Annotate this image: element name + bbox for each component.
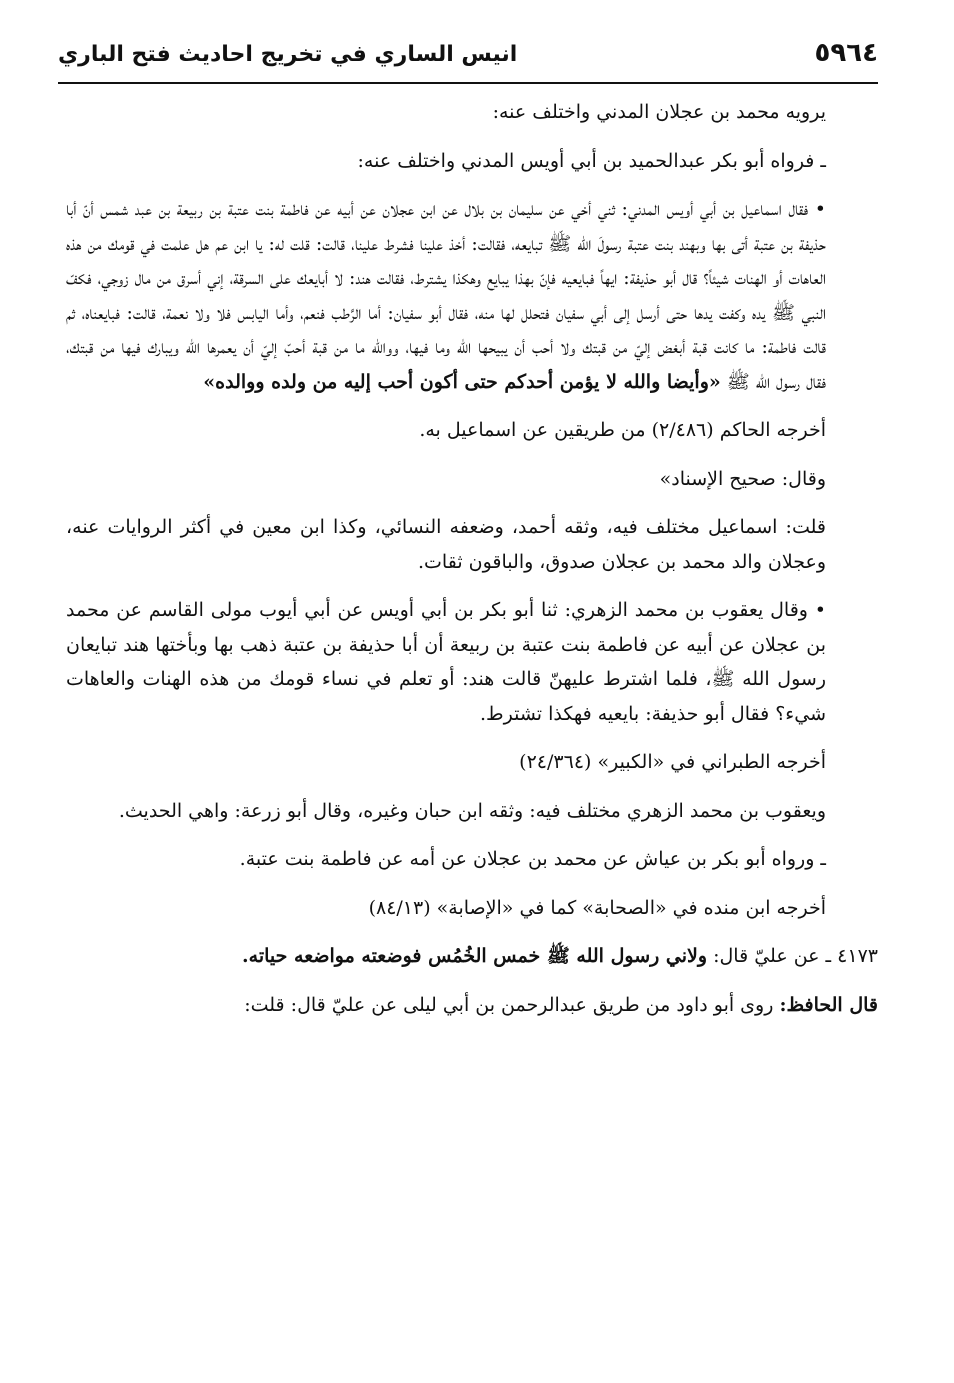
commentator-label: قال الحافظ: [779, 993, 878, 1016]
commentary-text: روى أبو داود من طريق عبدالرحمن بن أبي ليلى عن عليّ قال: قلت: [244, 993, 774, 1016]
page-number: ٥٩٦٤ [814, 38, 878, 68]
page-body [66, 95, 878, 1036]
paragraph: قلت: اسماعيل مختلف فيه، وثقه أحمد، وضعفه النسائي، وكذا ابن معين في أكثر الروايات عنه، وعجلان والد محمد بن عجلان صدوق، والباقون ثقات. [66, 516, 826, 573]
page-header [58, 36, 878, 80]
citation: أخرجه الحاكم (٢/٤٨٦) من طريقين عن اسماعيل به. [419, 419, 826, 441]
paragraph: يرويه محمد بن عجلان المدني واختلف عنه: [492, 101, 826, 123]
hadith-text: ولاني رسول الله ﷺ خمس الخُمُس فوضعته مواضعه حياته. [242, 945, 708, 967]
narration-text: • فقال اسماعيل بن أبي أويس المدني: ثني أخي عن سليمان بن بلال عن ابن عجلان عن أبيه عن فاطمة بنت عتبة بن ربيعة بن عبد شمس أنّ أبا حذيفة بن عتبة أتى بها وبهند بنت عتبة رسولَ الله ﷺ تبايعه، فقالت: أخذ علينا فشرط علينا، قالت: قلت له: يا ابن عم هل علمت في قومك من هذه العاهات أو الهنات شيئاً؟ قال أبو حذيفة: ايهاً فبايعيه فإنّ بهذا يبايع وهكذا يشترط، فقالت هند: لا أبايعك على السرقة، إني أسرق من مال زوجي، فكفّ النبي ﷺ يده وكفت يدها حتى أرسل إلى أبي سفيان فتحلل لها منه، فقال أبو سفيان: أما الرَّطب فنعم، وأما اليابس فلا ولا نعمة، قالت: فبايعناه، ثم قالت فاطمة: ما كانت قبة أبغض إليّ من قبتك ولا أحب أن يبيحها الله وما فيها، ووالله ما من قبة أحبّ إليّ أن يعمرها الله ويبارك فيها من قبتك، فقال رسول الله ﷺ [66, 198, 826, 393]
prophetic-saying: «وأيضا والله لا يؤمن أحدكم حتى أكون أحب إليه من ولده ووالده» [203, 370, 721, 393]
running-title: انيس الساري في تخريج احاديث فتح الباري [58, 42, 518, 67]
commentary [66, 988, 878, 1023]
paragraph: ويعقوب بن محمد الزهري مختلف فيه: وثقه ابن حبان وغيره، وقال أبو زرعة: واهي الحديث. [118, 799, 826, 822]
hadith-narration: • وقال يعقوب بن محمد الزهري: ثنا أبو بكر بن أبي أويس عن أبي أيوب مولى القاسم عن محمد بن عجلان عن أبيه عن فاطمة بنت عتبة بن ربيعة أن أبا حذيفة بن عتبة ذهب بها وبأختها هند تبايعان رسول الله ﷺ، فلما اشترط عليهنّ قالت هند: أو تعلم في نساء قومك من هذه الهنات والعاهات شيء؟ فقال أبو حذيفة: بايعيه فهكذا تشترط. [66, 599, 826, 725]
hadith-entry [66, 939, 878, 974]
citation: أخرجه الطبراني في «الكبير» (٢٤/٣٦٤) [519, 751, 826, 773]
paragraph: ـ فرواه أبو بكر عبدالحميد بن أبي أويس المدني واختلف عنه: [357, 149, 826, 172]
citation: وقال: صحيح الإسناد» [659, 467, 826, 490]
header-rule [58, 82, 878, 84]
hadith-narration [66, 192, 878, 399]
citation: أخرجه ابن منده في «الصحابة» كما في «الإصابة» (٨٤/١٣) [368, 896, 826, 919]
hadith-number: ٤١٧٣ ـ عن عليّ قال: [713, 945, 878, 967]
paragraph: ـ ورواه أبو بكر بن عياش عن محمد بن عجلان عن أمه عن فاطمة بنت عتبة. [239, 848, 826, 870]
